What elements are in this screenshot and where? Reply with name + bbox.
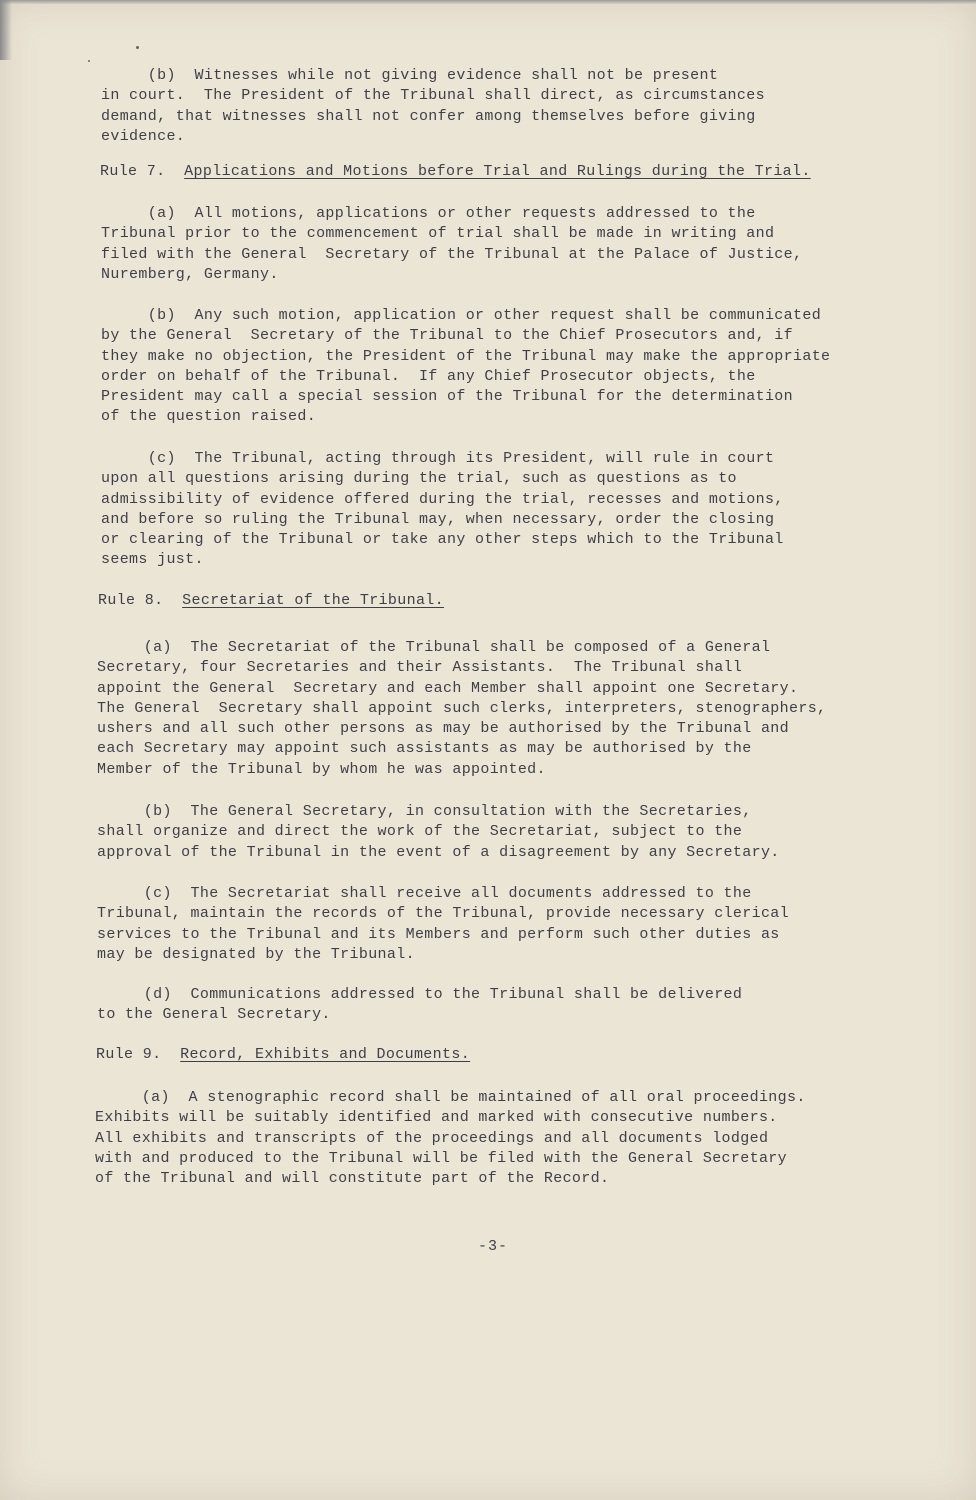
rule8-paragraph-d: (d) Communications addressed to the Tribunal shall be delivered to the General Secretary. — [97, 986, 743, 1024]
ink-speck — [136, 46, 139, 49]
ink-speck — [88, 60, 90, 62]
rule8-heading — [98, 591, 444, 611]
rule7-title: Applications and Motions before Trial and Rulings during the Trial. — [184, 163, 811, 180]
rule9-paragraph-a: (a) A stenographic record shall be maintained of all oral proceedings. Exhibits will be suitably identified and marked with consecutive numbers. All exhibits and transcripts of the proceedings and all documents lodged with and produced to the Tribunal will be filed with the General Secretary of the Tribunal and will constitute part of the Record. — [95, 1089, 806, 1188]
rule8-label: Rule 8. — [98, 592, 183, 609]
rule9-heading — [96, 1045, 470, 1065]
rule8-paragraph-c: (c) The Secretariat shall receive all documents addressed to the Tribunal, maintain the records of the Tribunal, provide necessary clerical services to the Tribunal and its Members and perform such other duties as may be designated by the Tribunal. — [97, 885, 790, 963]
rule7-label: Rule 7. — [100, 163, 185, 180]
page-number: -3- — [478, 1238, 509, 1255]
rule7-paragraph-b: (b) Any such motion, application or other request shall be communicated by the General Secretary of the Tribunal to the Chief Prosecutors and, if they make no objection, the President of the Tribunal may make the appropriate order on behalf of the Tribunal. If any Chief Prosecutor objects, the President may call a special session of the Tribunal for the determination of the question raised. — [101, 307, 831, 426]
page-top-edge — [0, 0, 976, 4]
paragraph-b-witnesses: (b) Witnesses while not giving evidence shall not be present in court. The President of the Tribunal shall direct, as circumstances demand, that witnesses shall not confer among themselves before giving evidence. — [101, 67, 765, 145]
rule8-paragraph-b: (b) The General Secretary, in consultation with the Secretaries, shall organize and direct the work of the Secretariat, subject to the approval of the Tribunal in the event of a disagreement by any Secretary. — [97, 803, 780, 861]
rule8-title: Secretariat of the Tribunal. — [182, 592, 445, 609]
rule7-paragraph-c: (c) The Tribunal, acting through its President, will rule in court upon all questions arising during the trial, such as questions as to admissibility of evidence offered during the trial, recesses and motions, and before so ruling the Tribunal may, when necessary, order the closing or clearing of the Tribunal or take any other steps which to the Tribunal seems just. — [101, 450, 784, 569]
rule9-title: Record, Exhibits and Documents. — [180, 1046, 471, 1063]
rule7-heading — [100, 162, 811, 182]
rule7-paragraph-a: (a) All motions, applications or other requests addressed to the Tribunal prior to the commencement of trial shall be made in writing and filed with the General Secretary of the Tribunal at the Palace of Justice, Nuremberg, Germany. — [101, 205, 803, 283]
rule9-label: Rule 9. — [96, 1046, 181, 1063]
page-left-edge — [0, 0, 12, 60]
rule8-paragraph-a: (a) The Secretariat of the Tribunal shall be composed of a General Secretary, four Secretaries and their Assistants. The Tribunal shall appoint the General Secretary and each Member shall appoint one Secretary. The General Secretary shall appoint such clerks, interpreters, stenographers, ushers and all such other persons as may be authorised by the Tribunal and each Secretary may appoint such assistants as may be authorised by the Member of the Tribunal by whom he was appointed. — [97, 639, 827, 778]
